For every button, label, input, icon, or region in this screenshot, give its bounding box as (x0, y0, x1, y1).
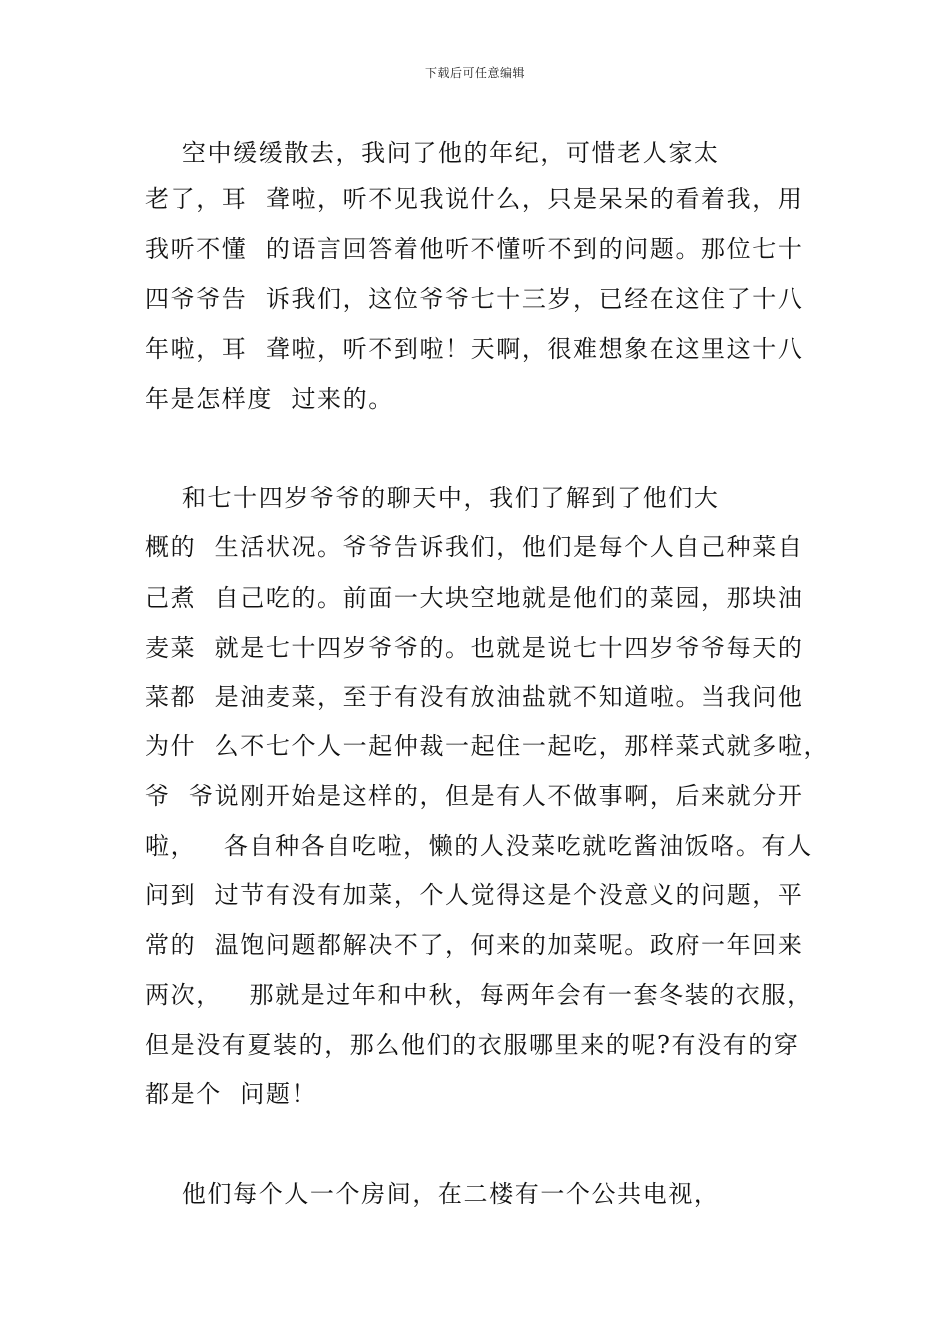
paragraph-2-line-12: 但是没有夏装的，那么他们的衣服哪里来的呢?有没有的穿 (145, 1031, 800, 1059)
paragraph-2-line-8: 啦， 各自种各自吃啦，懒的人没菜吃就吃酱油饭咯。有人 (145, 832, 813, 860)
paragraph-1-line-2: 老了，耳 聋啦，听不见我说什么，只是呆呆的看着我，用 (145, 185, 804, 213)
paragraph-1-line-4: 四爷爷告 诉我们，这位爷爷七十三岁，已经在这住了十八 (145, 285, 804, 313)
paragraph-2-line-3: 己煮 自己吃的。前面一大块空地就是他们的菜园，那块油 (145, 584, 804, 612)
paragraph-1-line-1: 空中缓缓散去，我问了他的年纪，可惜老人家太 (145, 139, 720, 167)
paragraph-2-line-1: 和七十四岁爷爷的聊天中，我们了解到了他们大 (145, 484, 720, 512)
paragraph-2-line-4: 麦菜 就是七十四岁爷爷的。也就是说七十四岁爷爷每天的 (145, 634, 804, 662)
paragraph-2-line-7: 爷 爷说刚开始是这样的，但是有人不做事啊，后来就分开 (145, 782, 804, 810)
paragraph-2-line-9: 问到 过节有没有加菜，个人觉得这是个没意义的问题，平 (145, 881, 804, 909)
header-note: 下载后可任意编辑 (424, 66, 525, 80)
paragraph-3-line-1: 他们每个人一个房间，在二楼有一个公共电视， (145, 1180, 720, 1208)
paragraph-2-line-10: 常的 温饱问题都解决不了，何来的加菜呢。政府一年回来 (145, 931, 804, 959)
paragraph-1-line-5: 年啦，耳 聋啦，听不到啦！天啊，很难想象在这里这十八 (145, 335, 804, 363)
paragraph-2-line-6: 为什 么不七个人一起仲裁一起住一起吃，那样菜式就多啦， (145, 732, 830, 760)
paragraph-2-line-11: 两次， 那就是过年和中秋，每两年会有一套冬装的衣服， (145, 981, 813, 1009)
paragraph-2-line-13: 都是个 问题！ (145, 1080, 318, 1108)
paragraph-2-line-2: 概的 生活状况。爷爷告诉我们，他们是每个人自己种菜自 (145, 533, 804, 561)
paragraph-1-line-6: 年是怎样度 过来的。 (145, 385, 394, 413)
paragraph-1-line-3: 我听不懂 的语言回答着他听不懂听不到的问题。那位七十 (145, 235, 804, 263)
paragraph-2-line-5: 菜都 是油麦菜，至于有没有放油盐就不知道啦。当我问他 (145, 683, 804, 711)
